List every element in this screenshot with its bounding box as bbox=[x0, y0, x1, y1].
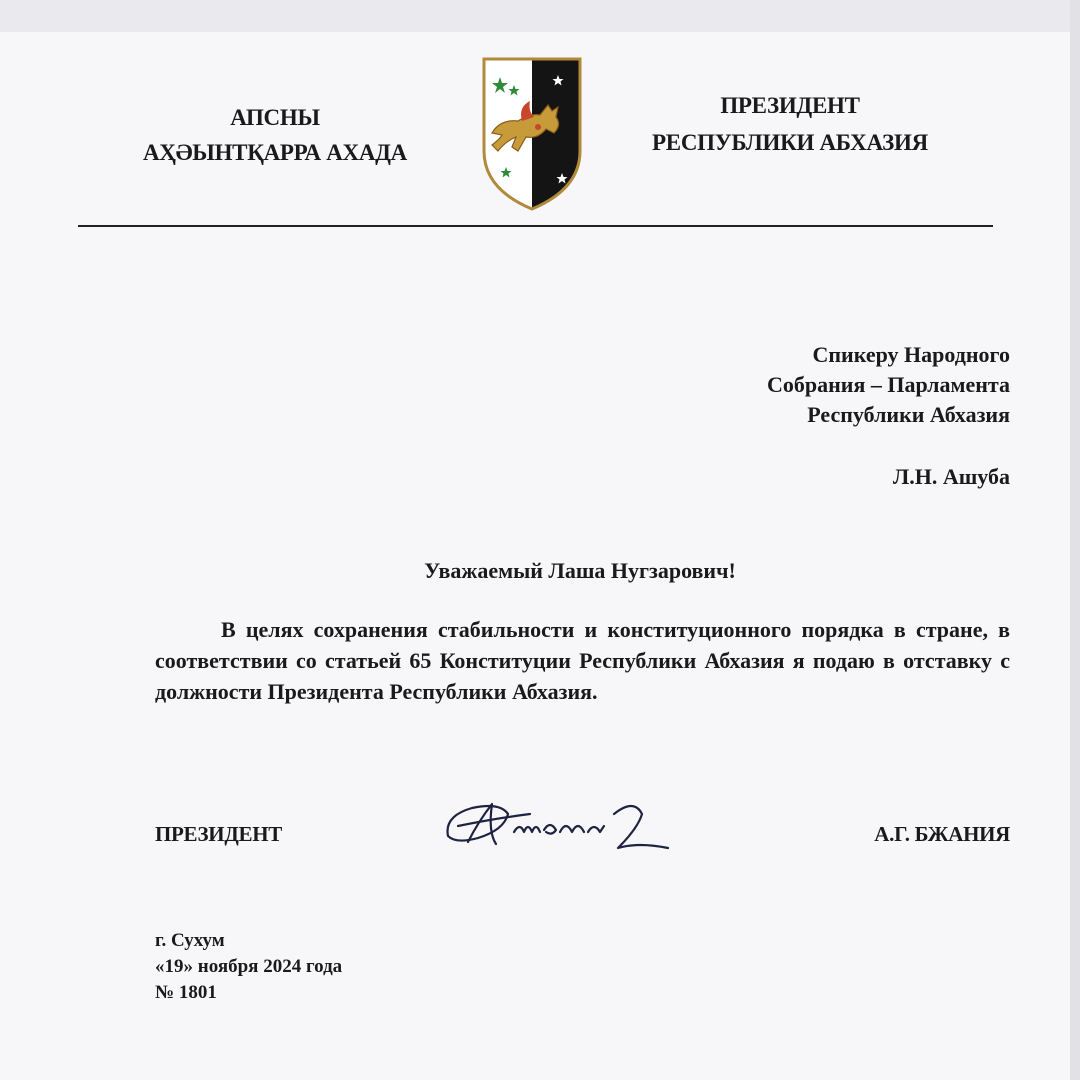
header-right-line2: РЕСПУБЛИКИ АБХАЗИЯ bbox=[652, 130, 928, 155]
header-left-line2: АҲӘЫНТҚАРРА АХАДА bbox=[143, 140, 407, 165]
footer-number: № 1801 bbox=[155, 982, 217, 1003]
addressee-line1: Спикеру Народного bbox=[812, 342, 1010, 367]
scan-right-edge bbox=[1070, 0, 1080, 1080]
handwritten-signature bbox=[438, 792, 678, 862]
footer-city: г. Сухум bbox=[155, 930, 225, 951]
header-left bbox=[120, 100, 430, 170]
addressee-block bbox=[610, 340, 1010, 430]
document-footer bbox=[155, 928, 342, 1006]
header-right bbox=[630, 88, 950, 160]
addressee-line3: Республики Абхазия bbox=[807, 402, 1010, 427]
header-divider bbox=[78, 225, 993, 227]
letter-body: В целях сохранения стабильности и конституционного порядка в стране, в соответствии со статьей 65 Конституции Республики Абхазия я подаю в отставку с должности Президента Республики Абхазия. bbox=[155, 617, 1010, 704]
signature-title: ПРЕЗИДЕНТ bbox=[155, 822, 282, 846]
coat-of-arms-icon bbox=[478, 55, 586, 213]
salutation: Уважаемый Лаша Нугзарович! bbox=[424, 558, 736, 583]
footer-date: «19» ноября 2024 года bbox=[155, 956, 343, 977]
addressee-line2: Собрания – Парламента bbox=[766, 372, 1010, 397]
header-left-line1: АПСНЫ bbox=[230, 105, 320, 130]
scan-top-edge bbox=[0, 0, 1080, 32]
signatory-name: А.Г. БЖАНИЯ bbox=[874, 822, 1010, 846]
header-right-line1: ПРЕЗИДЕНТ bbox=[720, 93, 860, 118]
addressee-name: Л.Н. Ашуба bbox=[892, 464, 1010, 489]
